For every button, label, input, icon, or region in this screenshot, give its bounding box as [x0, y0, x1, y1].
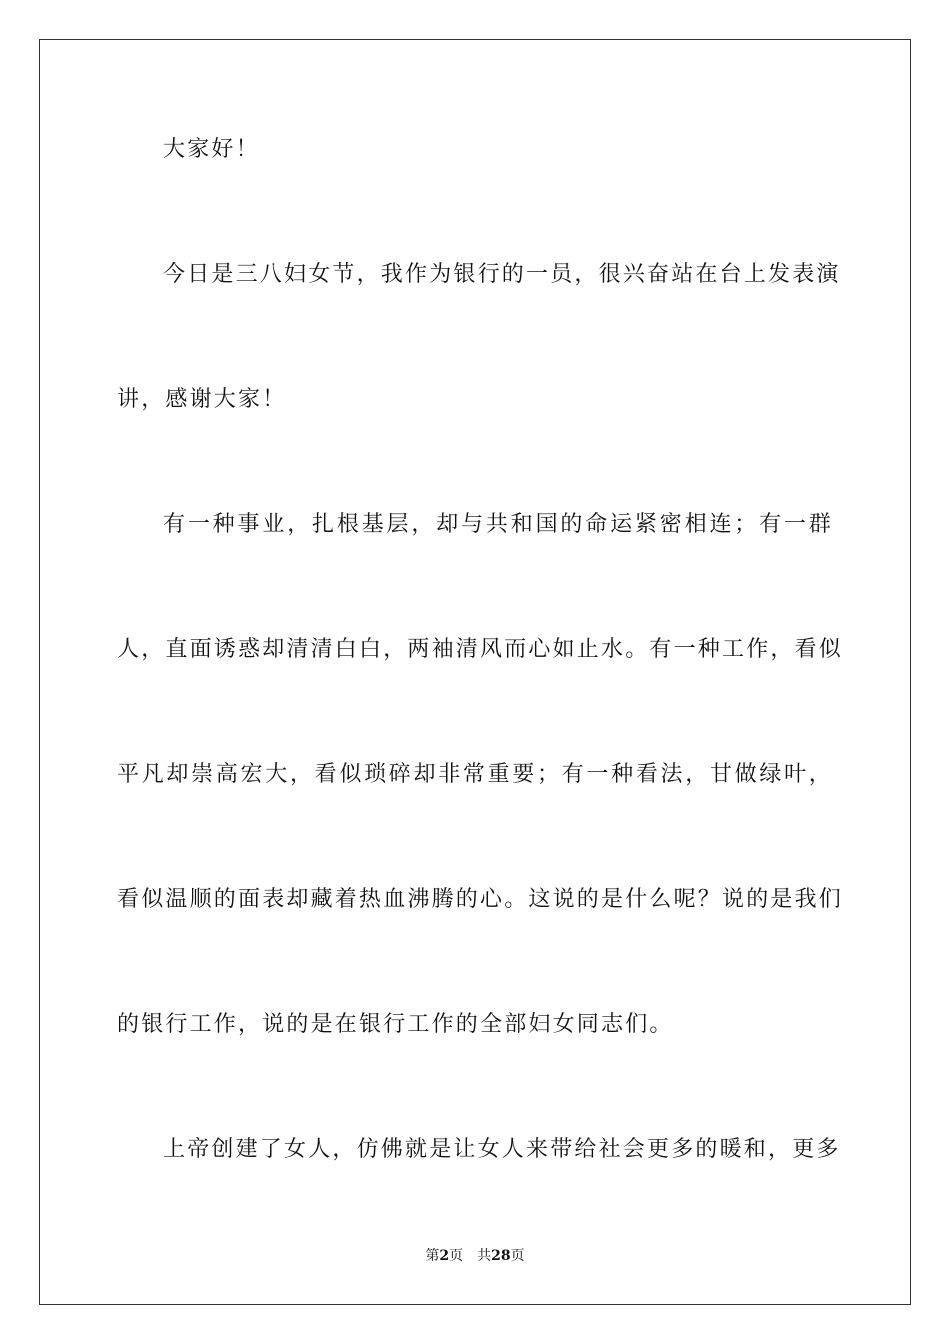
text-line-2: 讲，感谢大家！	[117, 387, 287, 412]
text-line-greeting: 大家好！	[163, 137, 260, 162]
text-line-6: 看似温顺的面表却藏着热血沸腾的心。这说的是什么呢？说的是我们	[117, 887, 844, 912]
text-line-7: 的银行工作，说的是在银行工作的全部妇女同志们。	[117, 1012, 674, 1037]
footer-page-mid: 页	[449, 1248, 464, 1264]
text-line-4: 人，直面诱惑却清清白白，两袖清风而心如止水。有一种工作，看似	[117, 637, 844, 662]
page-border	[39, 39, 911, 1305]
text-line-3: 有一种事业，扎根基层，却与共和国的命运紧密相连；有一群	[163, 512, 833, 537]
footer-total-suffix: 页	[510, 1248, 525, 1264]
text-line-1: 今日是三八妇女节，我作为银行的一员，很兴奋站在台上发表演	[163, 262, 841, 287]
footer-page-total: 28	[491, 1248, 511, 1264]
page-footer	[0, 1246, 950, 1266]
footer-total-prefix: 共	[477, 1248, 492, 1264]
text-line-8: 上帝创建了女人，仿佛就是让女人来带给社会更多的暖和，更多	[163, 1137, 841, 1162]
text-line-5: 平凡却崇高宏大，看似琐碎却非常重要；有一种看法，甘做绿叶，	[117, 762, 833, 787]
footer-page-current: 2	[439, 1248, 450, 1264]
footer-page-prefix: 第	[425, 1248, 440, 1264]
